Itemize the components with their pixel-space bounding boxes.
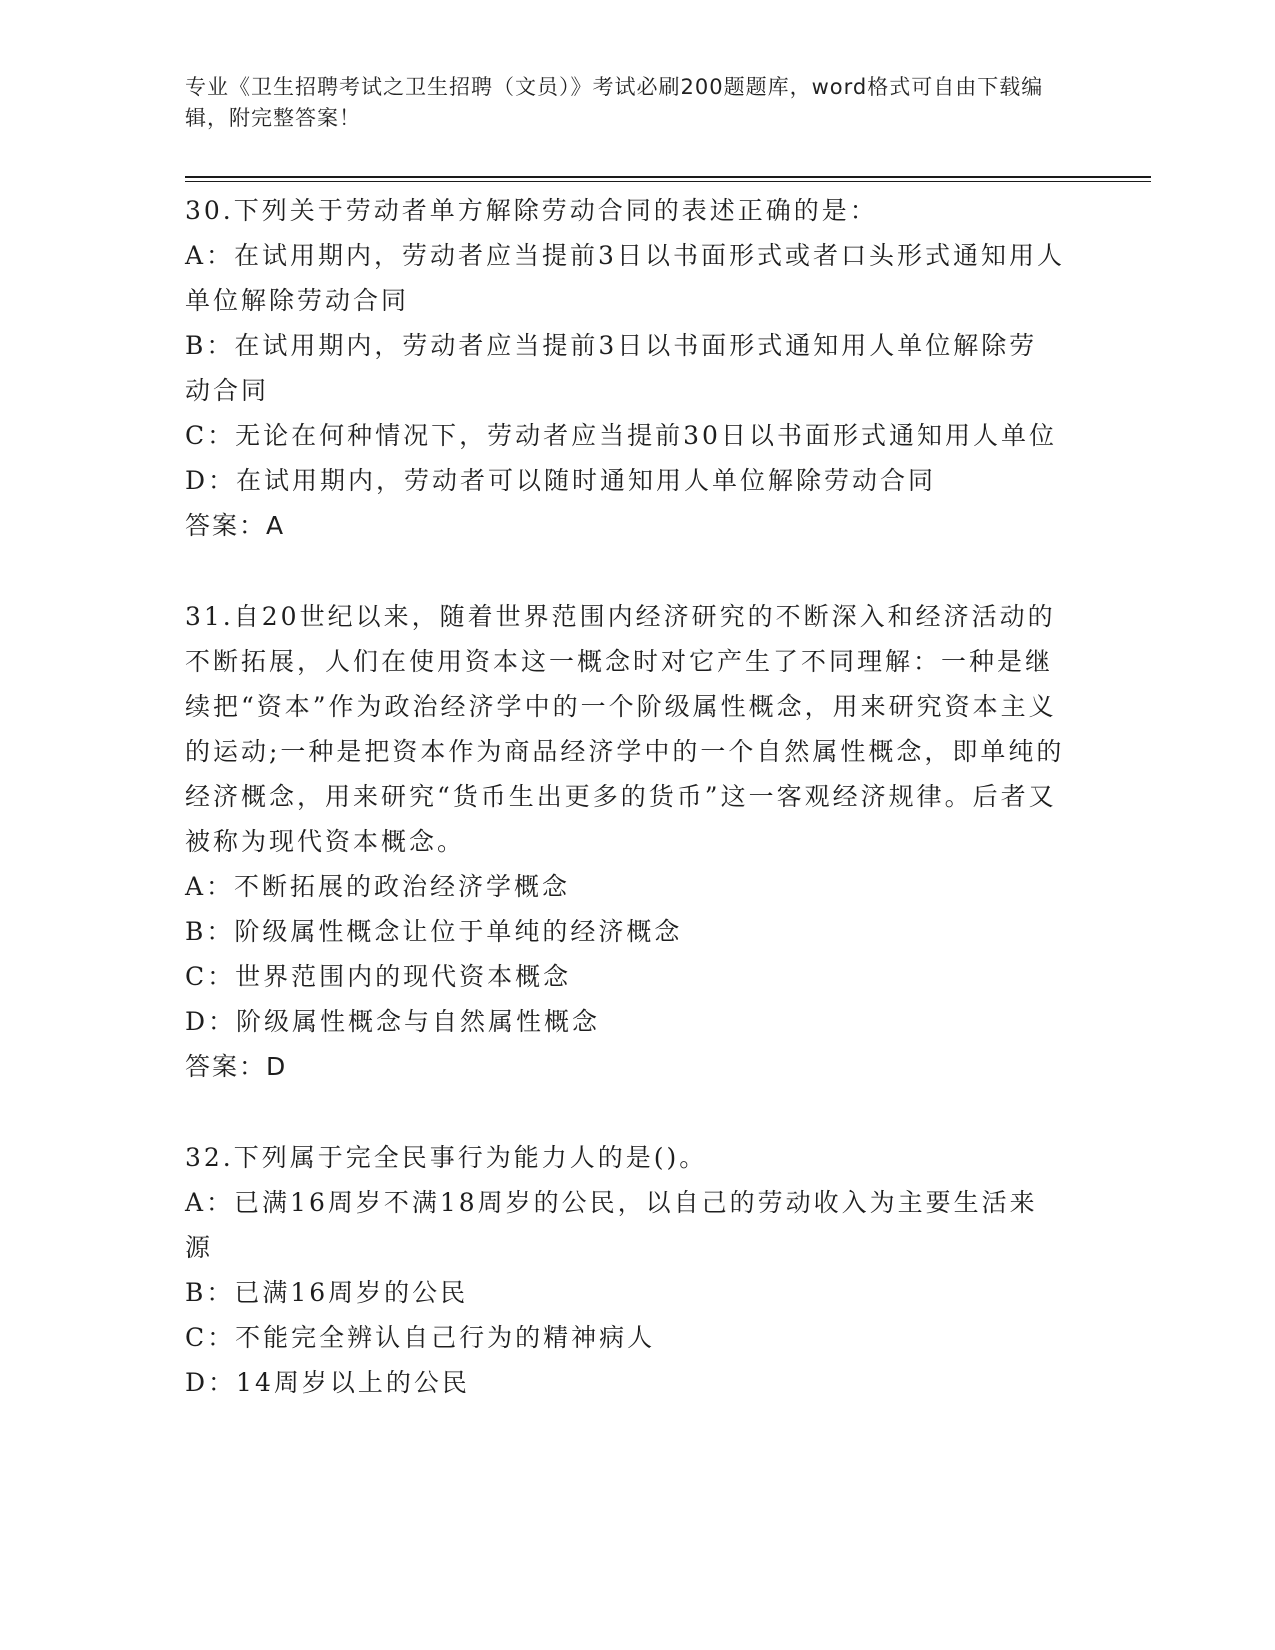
option-b: B：已满16周岁的公民 — [185, 1278, 469, 1307]
option-b: B：在试用期内，劳动者应当提前3日以书面形式通知用人单位解除劳动合同 — [185, 331, 1038, 405]
question-stem: 32.下列属于完全民事行为能力人的是()。 — [185, 1143, 708, 1172]
option-c: C：不能完全辨认自己行为的精神病人 — [185, 1323, 656, 1352]
question-stem: 30.下列关于劳动者单方解除劳动合同的表述正确的是： — [185, 196, 878, 225]
option-c: C：世界范围内的现代资本概念 — [185, 962, 572, 991]
option-d: D：14周岁以上的公民 — [185, 1368, 470, 1397]
question-30 — [185, 188, 1065, 548]
question-31 — [185, 594, 1065, 1089]
answer: 答案：D — [185, 1052, 288, 1081]
option-b: B：阶级属性概念让位于单纯的经济概念 — [185, 917, 683, 946]
option-c: C：无论在何种情况下，劳动者应当提前30日以书面形式通知用人单位 — [185, 421, 1057, 450]
header-divider-thick — [185, 176, 1151, 178]
answer: 答案：A — [185, 511, 286, 540]
option-a: A：已满16周岁不满18周岁的公民，以自己的劳动收入为主要生活来源 — [185, 1188, 1038, 1262]
question-32 — [185, 1135, 1065, 1405]
option-a: A：在试用期内，劳动者应当提前3日以书面形式或者口头形式通知用人单位解除劳动合同 — [185, 241, 1065, 315]
question-list — [185, 188, 1065, 1405]
question-stem: 31.自20世纪以来，随着世界范围内经济研究的不断深入和经济活动的不断拓展，人们在使用资本这一概念时对它产生了不同理解：一种是继续把“资本”作为政治经济学中的一个阶级属性概念，用来研究资本主义的运动;一种是把资本作为商品经济学中的一个自然属性概念，即单纯的经济概念，用来研究“货币生出更多的货币”这一客观经济规律。后者又被称为现代资本概念。 — [185, 602, 1065, 856]
option-d: D：阶级属性概念与自然属性概念 — [185, 1007, 601, 1036]
header-divider-thin — [185, 181, 1151, 182]
option-d: D：在试用期内，劳动者可以随时通知用人单位解除劳动合同 — [185, 466, 937, 495]
option-a: A：不断拓展的政治经济学概念 — [185, 872, 571, 901]
document-header: 专业《卫生招聘考试之卫生招聘（文员）》考试必刷200题题库，word格式可自由下载编辑，附完整答案！ — [185, 75, 1044, 130]
